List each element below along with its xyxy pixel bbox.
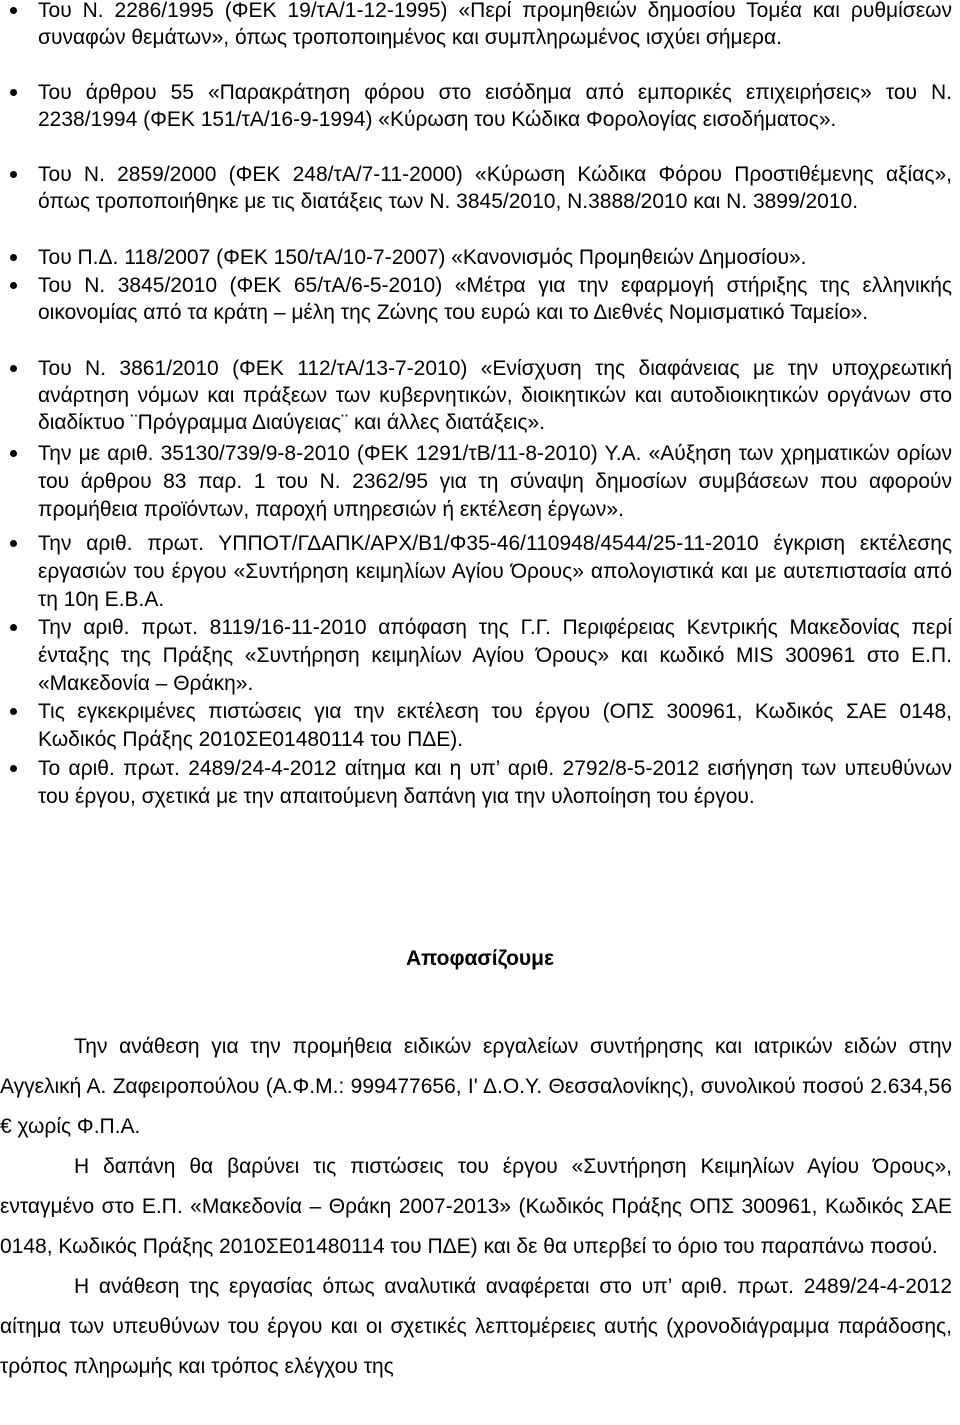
bullet-icon (10, 89, 17, 96)
list-item (0, 244, 960, 271)
list-item-text: Την αριθ. πρωτ. 8119/16-11-2010 απόφαση της Γ.Γ. Περιφέρειας Κεντρικής Μακεδονίας περί ένταξης της Πράξης «Συντήρηση κειμηλίων Αγίου Όρους» και κωδικό MIS 300961 στο Ε.Π. «Μακεδονία – Θράκη». (38, 616, 952, 695)
list-item (0, 698, 960, 754)
list-item-text: Την αριθ. πρωτ. ΥΠΠΟΤ/ΓΔΑΠΚ/ΑΡΧ/Β1/Φ35-46/110948/4544/25-11-2010 έγκριση εκτέλεσης εργασιών του έργου «Συντήρηση κειμηλίων Αγίου Όρους» απολογιστικά και με αυτεπιστασία από τη 10η Ε.Β.Α. (38, 532, 952, 611)
bullet-icon (10, 450, 17, 457)
list-item-text: Το αριθ. πρωτ. 2489/24-4-2012 αίτημα και η υπ’ αριθ. 2792/8-5-2012 εισήγηση των υπευθύνων του έργου, σχετικά με την απαιτούμενη δαπάνη για την υλοποίηση του έργου. (38, 757, 952, 808)
bullet-icon (10, 708, 17, 715)
list-item-text: Του Π.Δ. 118/2007 (ΦΕΚ 150/τΑ/10-7-2007) «Κανονισμός Προμηθειών Δημοσίου». (38, 246, 807, 269)
bullet-icon (10, 282, 17, 289)
list-item (0, 530, 960, 614)
list-item (0, 0, 960, 51)
list-item (0, 440, 960, 524)
decision-paragraph: Την ανάθεση για την προμήθεια ειδικών εργαλείων συντήρησης και ιατρικών ειδών στην Αγγελική Α. Ζαφειροπούλου (Α.Φ.Μ.: 999477656, Ι' Δ.Ο.Υ. Θεσσαλονίκης), συνολικού ποσού 2.634,56 € χωρίς Φ.Π.Α. (0, 1035, 952, 1138)
bullet-icon (10, 365, 17, 372)
list-item (0, 79, 960, 133)
list-item-text: Του Ν. 2286/1995 (ΦΕΚ 19/τΑ/1-12-1995) «Περί προμηθειών δημοσίου Τομέα και ρυθμίσεων συναφών θεμάτων», όπως τροποποιημένος και συμπληρωμένος ισχύει σήμερα. (38, 0, 952, 49)
decision-paragraph: Η ανάθεση της εργασίας όπως αναλυτικά αναφέρεται στο υπ’ αριθ. πρωτ. 2489/24-4-2012 αίτημα των υπευθύνων του έργου και οι σχετικές λεπτομέρειες αυτής (χρονοδιάγραμμα παράδοσης, τρόπος πληρωμής και τρόπος ελέγχου της (0, 1275, 952, 1378)
bullet-icon (10, 254, 17, 261)
list-item (0, 355, 960, 436)
list-item (0, 755, 960, 811)
list-item (0, 272, 960, 326)
bullet-icon (10, 171, 17, 178)
list-item-text: Του Ν. 3845/2010 (ΦΕΚ 65/τΑ/6-5-2010) «Μέτρα για την εφαρμογή στήριξης της ελληνικής οικονομίας από τα κράτη – μέλη της Ζώνης του ευρώ και το Διεθνές Νομισματικό Ταμείο». (38, 274, 952, 324)
list-item-text: Την με αριθ. 35130/739/9-8-2010 (ΦΕΚ 1291/τΒ/11-8-2010) Υ.Α. «Αύξηση των χρηματικών ορίων του άρθρου 83 παρ. 1 του Ν. 2362/95 για τη σύναψη δημοσίων συμβάσεων που αφορούν προμήθεια προϊόντων, παροχή υπηρεσιών ή εκτέλεση έργων». (38, 442, 952, 521)
decision-paragraph: Η δαπάνη θα βαρύνει τις πιστώσεις του έργου «Συντήρηση Κειμηλίων Αγίου Όρους», ενταγμένο στο Ε.Π. «Μακεδονία – Θράκη 2007-2013» (Κωδικός Πράξης ΟΠΣ 300961, Κωδικός ΣΑΕ 0148, Κωδικός Πράξης 2010ΣΕ01480114 του ΠΔΕ) και δε θα υπερβεί το όριο του παραπάνω ποσού. (0, 1155, 952, 1258)
list-item-text: Του Ν. 3861/2010 (ΦΕΚ 112/τΑ/13-7-2010) «Ενίσχυση της διαφάνειας με την υποχρεωτική ανάρτηση νόμων και πράξεων των κυβερνητικών, διοικητικών και αυτοδιοικητικών οργάνων στο διαδίκτυο ¨Πρόγραμμα Διαύγειας¨ και άλλες διατάξεις». (38, 357, 952, 434)
list-item-text: Του άρθρου 55 «Παρακράτηση φόρου στο εισόδημα από εμπορικές επιχειρήσεις» του Ν. 2238/1994 (ΦΕΚ 151/τΑ/16-9-1994) «Κύρωση του Κώδικα Φορολογίας εισοδήματος». (38, 81, 952, 131)
bullet-icon (10, 540, 17, 547)
list-item-text: Του Ν. 2859/2000 (ΦΕΚ 248/τΑ/7-11-2000) «Κύρωση Κώδικα Φόρου Προστιθέμενης αξίας», όπως τροποποιήθηκε με τις διατάξεις των Ν. 3845/2010, Ν.3888/2010 και Ν. 3899/2010. (38, 163, 952, 213)
decision-heading: Αποφασίζουμε (406, 947, 554, 970)
bullet-icon (10, 7, 17, 14)
list-item (0, 161, 960, 215)
list-item-text: Τις εγκεκριμένες πιστώσεις για την εκτέλεση του έργου (ΟΠΣ 300961, Κωδικός ΣΑΕ 0148, Κωδικός Πράξης 2010ΣΕ01480114 του ΠΔΕ). (38, 700, 952, 751)
bullet-icon (10, 624, 17, 631)
bullet-icon (10, 765, 17, 772)
decision-body (0, 1027, 960, 1387)
list-item (0, 614, 960, 698)
